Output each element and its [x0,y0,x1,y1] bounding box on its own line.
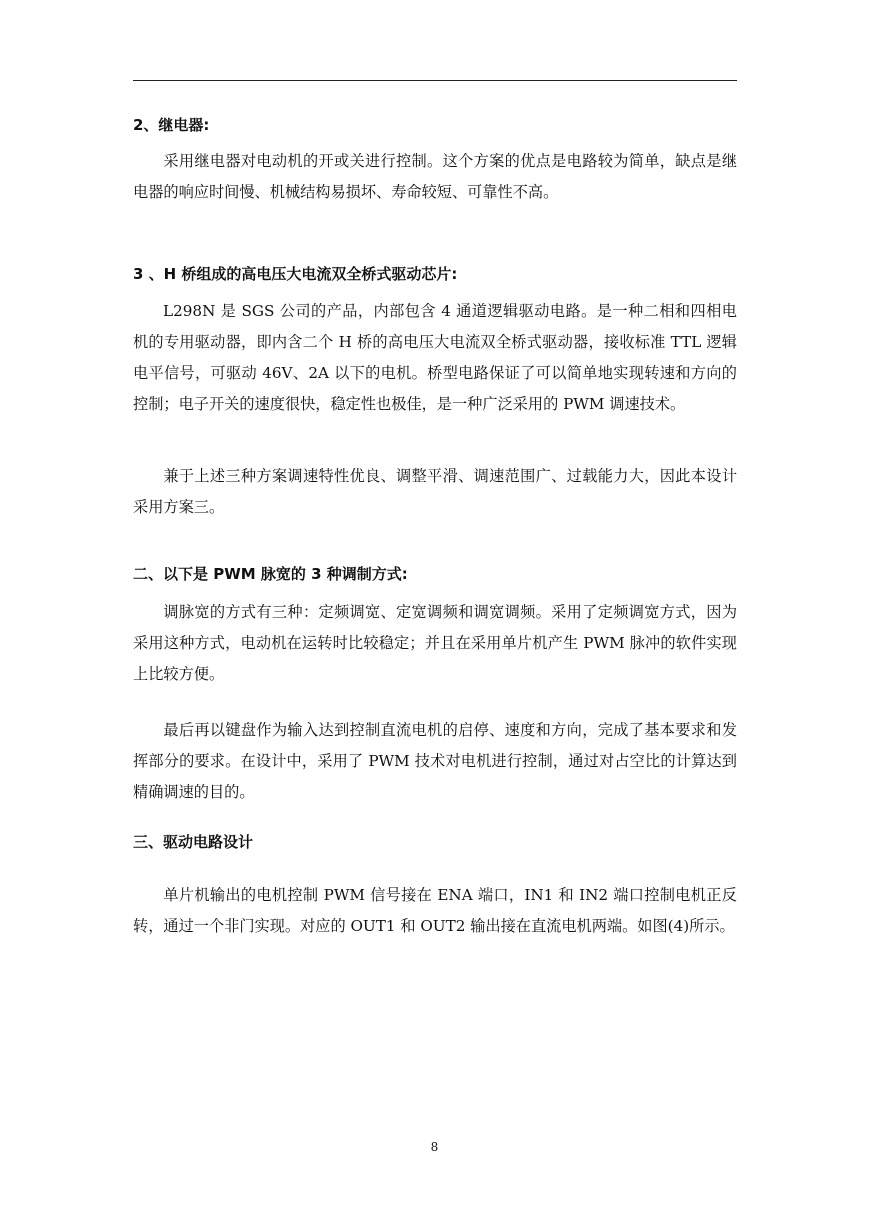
section-heading-drive-circuit: 三、驱动电路设计 [133,833,254,851]
paragraph-keyboard-control: 最后再以键盘作为输入达到控制直流电机的启停、速度和方向，完成了基本要求和发挥部分的要求。在设计中，采用了 PWM 技术对电机进行控制，通过对占空比的计算达到精确调速的目的。 [133,721,737,801]
paragraph-conclusion: 兼于上述三种方案调速特性优良、调整平滑、调速范围广、过载能力大，因此本设计采用方案三。 [133,467,737,516]
paragraph-pwm-methods: 调脉宽的方式有三种：定频调宽、定宽调频和调宽调频。采用了定频调宽方式，因为采用这种方式，电动机在运转时比较稳定；并且在采用单片机产生 PWM 脉冲的软件实现上比较方便。 [133,603,737,683]
section-heading-relay: 2、继电器: [133,116,210,134]
header-rule [133,80,737,81]
section-heading-pwm: 二、以下是 PWM 脉宽的 3 种调制方式: [133,565,408,583]
section-heading-h-bridge: 3 、H 桥组成的高电压大电流双全桥式驱动芯片: [133,265,458,283]
paragraph-l298n: L298N 是 SGS 公司的产品，内部包含 4 通道逻辑驱动电路。是一种二相和四相电机的专用驱动器，即内含二个 H 桥的高电压大电流双全桥式驱动器，接收标准 TTL 逻辑电平信号，可驱动 46V、2A 以下的电机。桥型电路保证了可以简单地实现转速和方向的控制；电子开关的速度很快，稳定性也极佳，是一种广泛采用的 PWM 调速技术。 [133,302,737,413]
paragraph-relay: 采用继电器对电动机的开或关进行控制。这个方案的优点是电路较为简单，缺点是继电器的响应时间慢、机械结构易损坏、寿命较短、可靠性不高。 [133,152,737,201]
page-number: 8 [430,1140,439,1154]
paragraph-drive-circuit: 单片机输出的电机控制 PWM 信号接在 ENA 端口，IN1 和 IN2 端口控制电机正反转，通过一个非门实现。对应的 OUT1 和 OUT2 输出接在直流电机两端。如图(4)所示。 [133,886,737,935]
